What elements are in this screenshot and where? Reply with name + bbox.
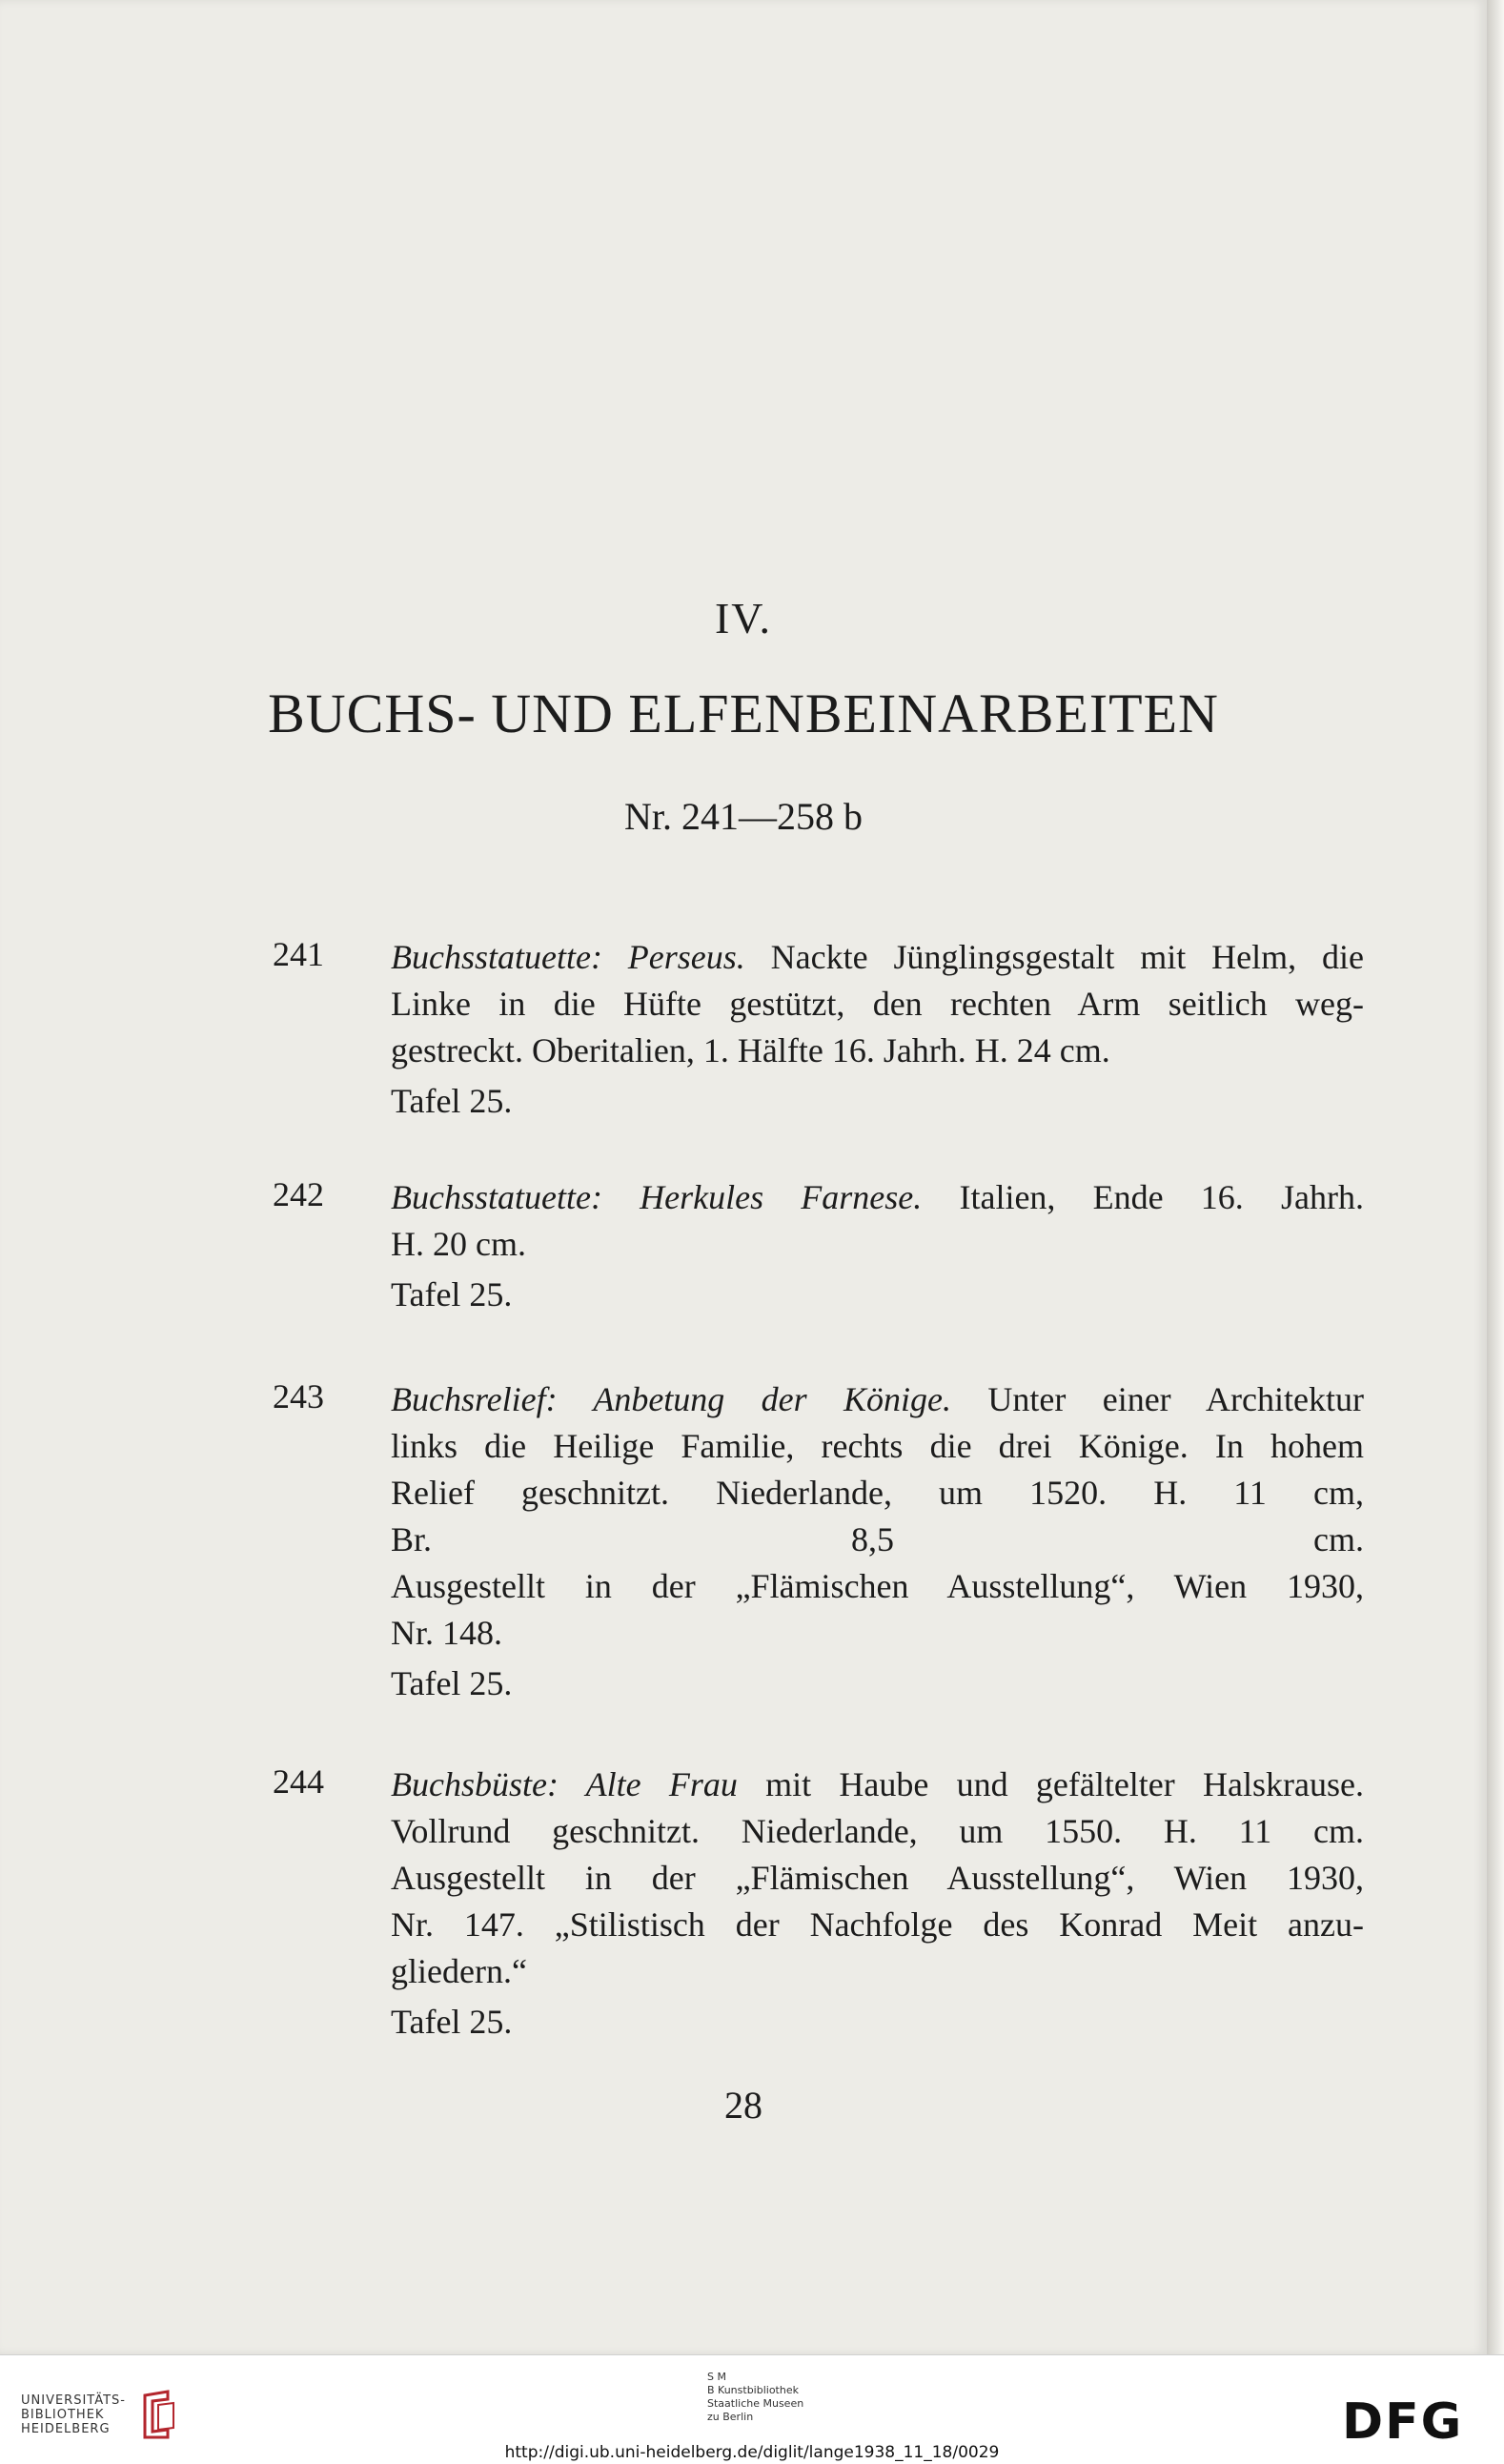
entry-line <box>391 981 1364 1028</box>
entry-number: 244 <box>273 1762 324 1801</box>
smb-kunstbibliothek-label: S M B Kunstbibliothek Staatliche Museen zu Berlin <box>707 2371 804 2423</box>
plate-reference: Tafel 25. <box>391 1664 513 1702</box>
entry-line <box>391 1221 1364 1268</box>
entry-text: links die Heilige Familie, rechts die drei Könige. In hohem <box>391 1427 1364 1465</box>
university-library-label: UNIVERSITÄTS- BIBLIOTHEK HEIDELBERG <box>21 2393 126 2436</box>
entry-line <box>391 1376 1364 1423</box>
entry-text: Vollrund geschnitzt. Niederlande, um 1550. H. 11 cm. <box>391 1812 1364 1850</box>
entry-line <box>391 934 1364 981</box>
entry-body <box>391 1376 1364 1707</box>
entry-text: Unter einer Architektur <box>951 1380 1364 1418</box>
entry-line <box>391 1563 1364 1610</box>
entry-line <box>391 1028 1364 1074</box>
section-title: BUCHS- UND ELFENBEINARBEITEN <box>268 682 1219 744</box>
entry-text: Ausgestellt in der „Flämischen Ausstellung“, Wien 1930, <box>391 1567 1364 1605</box>
university-logo-icon <box>139 2390 179 2439</box>
entry-text: Br. 8,5 cm. <box>391 1520 1364 1558</box>
entry-line <box>391 1423 1364 1470</box>
catalog-range: Nr. 241—258 b <box>624 795 863 838</box>
entry-number: 243 <box>273 1377 324 1415</box>
entry-number: 242 <box>273 1175 324 1213</box>
plate-reference: Tafel 25. <box>391 1275 513 1313</box>
entry-body <box>391 934 1364 1125</box>
entry-text: H. 20 cm. <box>391 1225 526 1263</box>
entry-text: Nr. 147. „Stilistisch der Nachfolge des Konrad Meit anzu- <box>391 1905 1364 1944</box>
entry-number: 241 <box>273 935 324 973</box>
plate-reference: Tafel 25. <box>391 1082 513 1120</box>
page-edge <box>1487 0 1504 2354</box>
entry-object-title: Buchsbüste: Alte Frau <box>391 1765 738 1803</box>
page-number: 28 <box>724 2084 762 2127</box>
entry-line <box>391 1808 1364 1855</box>
entry-text: Italien, Ende 16. Jahrh. <box>922 1178 1364 1216</box>
entry-text: Nr. 148. <box>391 1614 502 1652</box>
plate-reference: Tafel 25. <box>391 2003 513 2041</box>
entry-line <box>391 1470 1364 1517</box>
entry-text: gestreckt. Oberitalien, 1. Hälfte 16. Jahrh. H. 24 cm. <box>391 1031 1110 1069</box>
entry-text: Relief geschnitzt. Niederlande, um 1520. H. 11 cm, <box>391 1474 1364 1512</box>
entry-text: Linke in die Hüfte gestützt, den rechten Arm seitlich weg- <box>391 985 1364 1023</box>
entry-line <box>391 1761 1364 1808</box>
entry-line <box>391 1517 1364 1563</box>
entry-line <box>391 1610 1364 1657</box>
entry-line <box>391 1855 1364 1902</box>
entry-object-title: Buchsrelief: Anbetung der Könige. <box>391 1380 952 1418</box>
entry-body <box>391 1761 1364 2046</box>
source-url-link[interactable]: http://digi.ub.uni-heidelberg.de/diglit/lange1938_11_18/0029 <box>504 2443 1000 2462</box>
section-number: IV. <box>714 594 773 642</box>
entry-object-title: Buchsstatuette: Herkules Farnese. <box>391 1178 923 1216</box>
entry-text: Nackte Jünglingsgestalt mit Helm, die <box>744 938 1364 976</box>
dfg-logo: DFG <box>1342 2393 1464 2451</box>
entry-object-title: Buchsstatuette: Perseus. <box>391 938 745 976</box>
entry-line <box>391 1948 1364 1995</box>
entry-line <box>391 1902 1364 1948</box>
entry-body <box>391 1174 1364 1318</box>
entry-text: gliedern.“ <box>391 1952 527 1990</box>
footer-bar <box>0 2354 1504 2464</box>
entry-text: Ausgestellt in der „Flämischen Ausstellung“, Wien 1930, <box>391 1859 1364 1897</box>
entry-line <box>391 1174 1364 1221</box>
entry-text: mit Haube und gefältelter Halskrause. <box>737 1765 1364 1803</box>
